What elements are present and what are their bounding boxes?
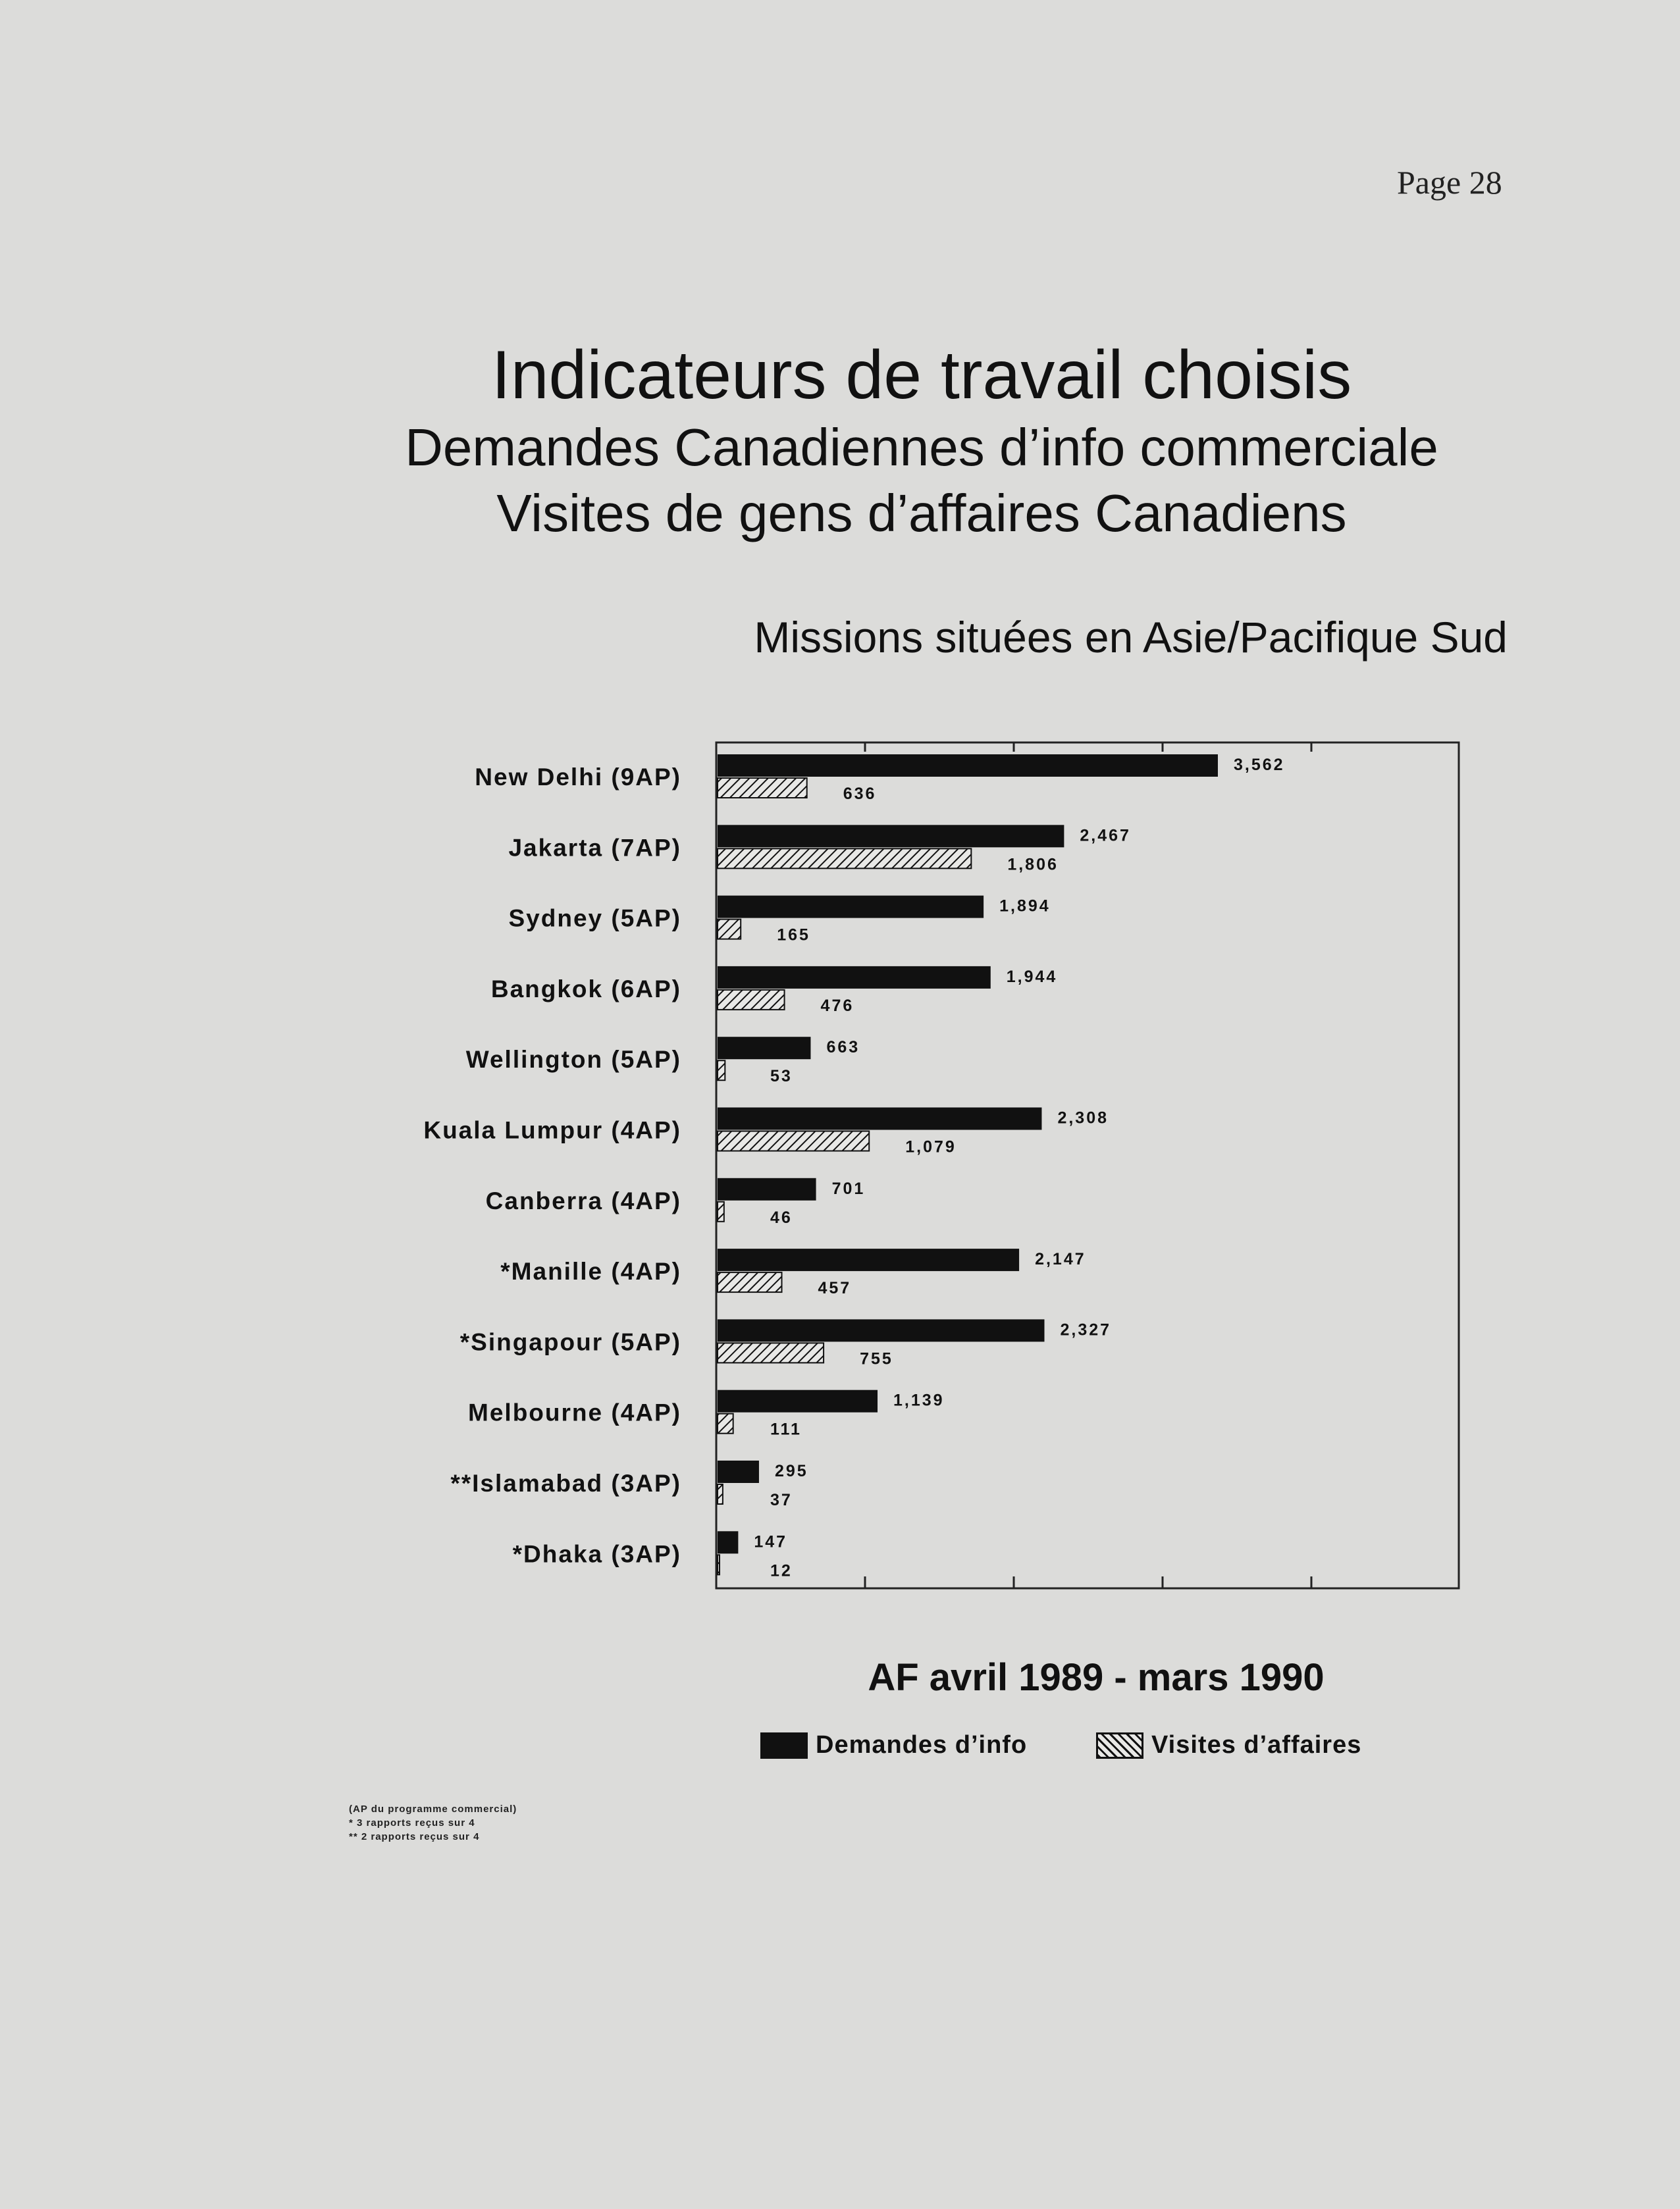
bar-demandes [718, 1531, 738, 1553]
data-label-visites: 12 [770, 1561, 793, 1580]
footnote-1: (AP du programme commercial) [349, 1804, 517, 1815]
bar-visites [718, 920, 741, 939]
bar-visites [718, 1484, 723, 1504]
bar-demandes [718, 1037, 810, 1059]
legend-swatch-visites [1096, 1732, 1143, 1759]
data-label-visites: 46 [770, 1208, 793, 1227]
title-line-3: Visites de gens d’affaires Canadiens [496, 484, 1347, 542]
category-label: Wellington (5AP) [465, 1046, 681, 1074]
data-label-visites: 457 [818, 1279, 852, 1298]
category-label: **Islamabad (3AP) [450, 1470, 681, 1497]
data-label-demandes: 701 [831, 1179, 866, 1198]
bar-demandes [718, 1461, 759, 1483]
data-label-visites: 636 [843, 785, 877, 803]
data-label-demandes: 295 [774, 1462, 808, 1480]
bar-visites [718, 1060, 725, 1080]
fiscal-period: AF avril 1989 - mars 1990 [868, 1656, 1325, 1699]
data-label-demandes: 2,327 [1060, 1320, 1112, 1339]
category-label: Melbourne (4AP) [468, 1399, 681, 1426]
category-label: Sydney (5AP) [508, 904, 681, 932]
data-label-visites: 755 [860, 1349, 893, 1368]
data-label-visites: 1,079 [905, 1137, 957, 1156]
data-label-visites: 165 [777, 925, 810, 945]
data-label-demandes: 1,139 [893, 1391, 945, 1410]
data-label-demandes: 2,308 [1057, 1108, 1109, 1128]
bar-visites [718, 778, 807, 798]
bar-demandes [718, 825, 1064, 847]
bar-visites [718, 1414, 733, 1434]
main-title: Indicateurs de travail choisis [491, 337, 1352, 413]
bar-demandes [718, 1178, 816, 1201]
category-label: Canberra (4AP) [485, 1187, 681, 1214]
bar-demandes [718, 754, 1218, 777]
chart-legend [760, 1731, 1484, 1771]
data-label-visites: 476 [820, 996, 854, 1015]
legend-label-demandes: Demandes d’info [816, 1731, 1028, 1759]
legend-label-visites: Visites d’affaires [1151, 1731, 1362, 1759]
data-label-demandes: 2,467 [1080, 826, 1131, 845]
bar-demandes [718, 896, 984, 918]
page-number: Page 28 [1397, 164, 1502, 201]
data-label-visites: 1,806 [1007, 855, 1059, 874]
bar-visites [718, 1131, 869, 1151]
category-label: Bangkok (6AP) [490, 975, 681, 1002]
title-line-2: Demandes Canadiennes d’info commerciale [405, 418, 1438, 477]
category-label: *Singapour (5AP) [459, 1328, 681, 1356]
bar-demandes [718, 1108, 1041, 1130]
bar-visites [718, 1202, 724, 1222]
bar-demandes [718, 1319, 1044, 1341]
data-label-demandes: 663 [826, 1038, 860, 1057]
data-label-demandes: 1,944 [1006, 967, 1058, 986]
footnote-3: ** 2 rapports reçus sur 4 [349, 1831, 480, 1842]
category-label: Jakarta (7AP) [508, 834, 681, 862]
category-label: New Delhi (9AP) [475, 764, 681, 791]
bar-demandes [718, 966, 991, 989]
chart-frame [716, 742, 1459, 1588]
bar-visites [718, 990, 785, 1010]
legend-swatch-demandes [760, 1732, 808, 1759]
category-label: Kuala Lumpur (4AP) [423, 1116, 681, 1144]
data-label-demandes: 3,562 [1234, 756, 1285, 774]
bar-visites [718, 1272, 782, 1292]
bar-visites [718, 1343, 824, 1363]
data-label-visites: 37 [770, 1491, 793, 1509]
bar-visites [718, 848, 971, 868]
bar-visites [718, 1555, 720, 1574]
category-label: *Manille (4AP) [500, 1258, 681, 1286]
legend-item-visites [1096, 1731, 1361, 1759]
bar-demandes [718, 1390, 878, 1413]
footnotes [349, 1802, 517, 1844]
legend-item-demandes [760, 1731, 1027, 1759]
data-label-demandes: 1,894 [999, 897, 1051, 916]
bar-demandes [718, 1249, 1019, 1271]
data-label-visites: 111 [770, 1420, 802, 1439]
data-label-demandes: 2,147 [1035, 1250, 1086, 1269]
data-label-visites: 53 [770, 1067, 793, 1086]
data-label-demandes: 147 [754, 1532, 788, 1551]
category-label: *Dhaka (3AP) [512, 1540, 681, 1568]
footnote-2: * 3 rapports reçus sur 4 [349, 1817, 475, 1829]
chart-subtitle: Missions situées en Asie/Pacifique Sud [754, 613, 1508, 662]
